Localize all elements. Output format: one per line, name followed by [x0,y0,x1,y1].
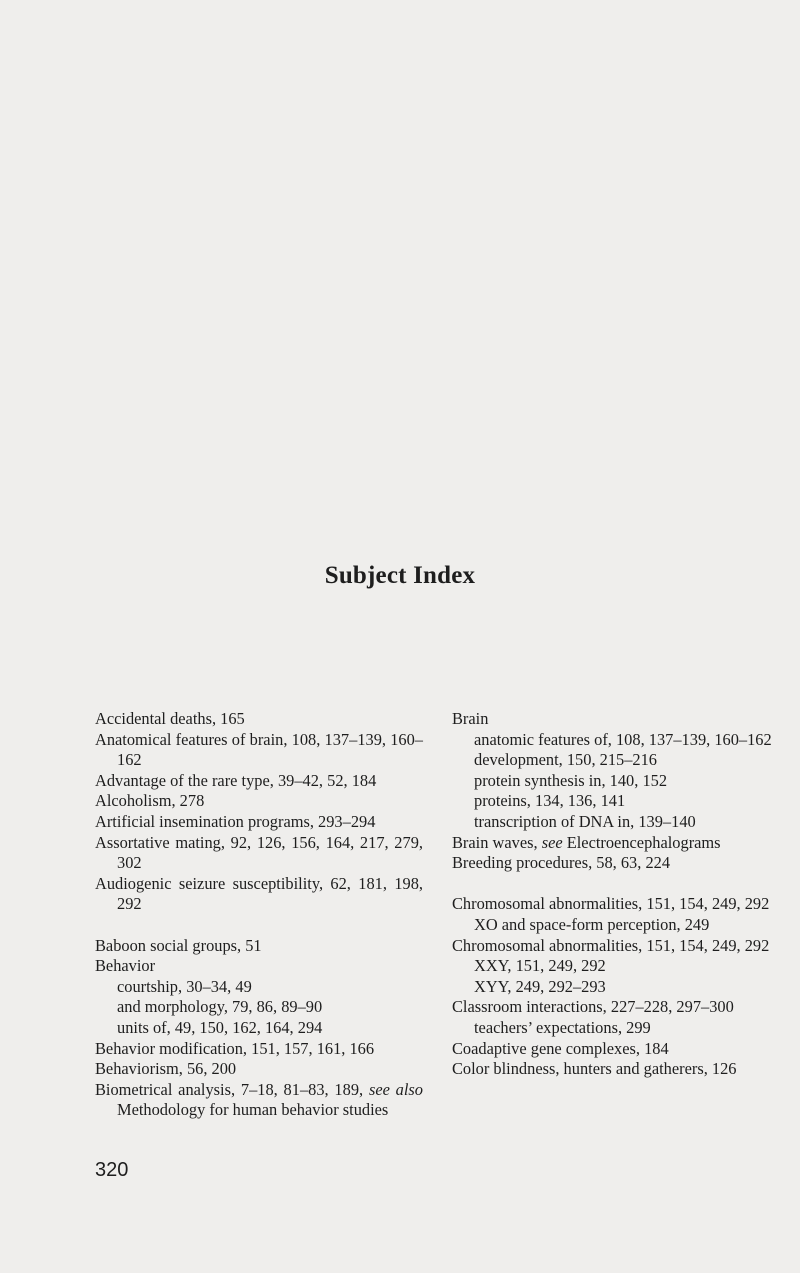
index-subentry: and morphology, 79, 86, 89–90 [117,997,323,1017]
index-entry: Classroom interactions, 227–228, 297–300 [452,997,734,1017]
index-entry: Alcoholism, 278 [95,791,205,811]
index-entry: Behaviorism, 56, 200 [95,1059,237,1079]
index-entry [452,833,782,854]
index-subentry: anatomic features of, 108, 137–139, 160–162 [474,729,772,749]
index-subentry: XYY, 249, 292–293 [474,976,606,996]
index-entry: Audiogenic seizure susceptibility, 62, 181, 198, 292 [95,873,423,914]
index-entry: Accidental deaths, 165 [95,709,245,728]
index-entry: Assortative mating, 92, 126, 156, 164, 217, 279, 302 [95,832,423,873]
index-entry: Artificial insemination programs, 293–294 [95,811,376,831]
index-subentry: protein synthesis in, 140, 152 [474,770,668,790]
index-entry: Brain [452,709,489,728]
index-subentry: teachers’ expectations, 299 [474,1017,651,1037]
index-subentry: development, 150, 215–216 [474,750,658,770]
see-also-reference: see also [368,1079,423,1099]
section-gap [452,874,782,895]
index-subentry: XO and space-form perception, 249 [474,914,710,934]
index-entry: Chromosomal abnormalities, 151, 154, 249, 292 [452,935,770,955]
index-entry: Color blindness, hunters and gatherers, 126 [452,1059,737,1079]
index-entry: Advantage of the rare type, 39–42, 52, 184 [95,770,377,790]
page-title: Subject Index [324,562,476,589]
index-subentry: transcription of DNA in, 139–140 [474,811,696,831]
index-column-left [95,709,423,1121]
index-entry: Anatomical features of brain, 108, 137–139, 160–162 [95,729,423,770]
index-subentry: units of, 49, 150, 162, 164, 294 [117,1017,323,1037]
section-gap [95,915,423,936]
see-reference: see [541,832,563,852]
index-entry: Behavior [95,956,156,976]
index-entry: Baboon social groups, 51 [95,935,262,955]
entry-text: Electroencephalograms [566,832,721,852]
page-number: 320 [95,1159,129,1181]
entry-text: Brain waves, [452,832,538,852]
index-subentry: proteins, 134, 136, 141 [474,791,626,811]
index-subentry: courtship, 30–34, 49 [117,976,252,996]
index-entry [95,1080,423,1121]
index-subentry: XXY, 151, 249, 292 [474,956,606,976]
index-entry: Behavior modification, 151, 157, 161, 166 [95,1038,375,1058]
index-entry: Chromosomal abnormalities, 151, 154, 249, 292 [452,894,770,914]
index-entry: Breeding procedures, 58, 63, 224 [452,853,671,873]
index-column-right [452,709,782,1080]
index-entry: Coadaptive gene complexes, 184 [452,1038,669,1058]
entry-text: Methodology for human behavior studies [117,1100,389,1120]
entry-text: Biometrical analysis, 7–18, 81–83, 189, [95,1079,364,1099]
